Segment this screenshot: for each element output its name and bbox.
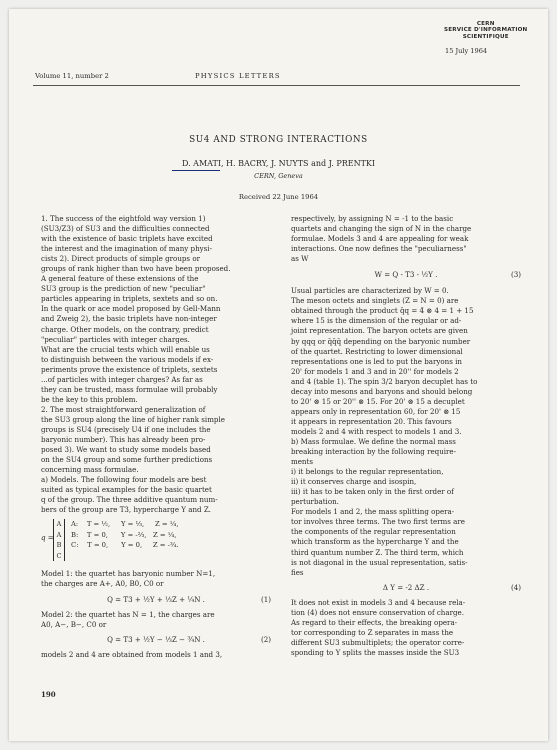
author-list: D. AMATI, H. BACRY, J. NUYTS and J. PRENTKI [181, 159, 376, 168]
text-line: as W [291, 254, 309, 264]
volume-label: Volume 11, number 2 [35, 72, 109, 80]
text-line: What are the crucial tests which will enable us [41, 344, 210, 354]
text-line: where 15 is the dimension of the regular or ad- [291, 316, 462, 326]
matrix-entry: A [56, 530, 62, 539]
text-line: a) Models. The following four models are best [41, 475, 207, 485]
header-rule [33, 85, 520, 86]
text-line: suited as typical examples for the basic quartet [41, 485, 212, 495]
text-line: In the quark or ace model proposed by Gell-Mann [41, 304, 221, 314]
text-line: periments prove the existence of triplets, sextets [41, 364, 218, 374]
text-line: "peculiar" particles with integer charges. [41, 334, 190, 344]
text-line: tion (4) does not ensure conservation of charge. [291, 607, 464, 617]
text-line: groups of rank higher than two have been proposed. [41, 264, 231, 274]
text-line: 2. The most straightforward generalization of [41, 404, 206, 414]
matrix-bracket [53, 519, 65, 561]
text-line: interactions. One now defines the "peculiarness" [291, 244, 467, 254]
text-line: representations one is led to put the baryons in [291, 356, 462, 366]
equation-4 [291, 583, 521, 593]
text-line: fies [291, 567, 304, 577]
text-line: groups is SU4 (precisely U4 if one includes the [41, 424, 211, 434]
paper-title: SU4 AND STRONG INTERACTIONS [189, 135, 368, 145]
text-line: and 4 (table 1). The spin 3/2 baryon decuplet has to [291, 376, 478, 386]
text-line: b) Mass formulae. We define the normal mass [291, 436, 456, 446]
text-line: breaking interaction by the following require- [291, 447, 457, 457]
text-line: q of the group. The three additive quantum num- [41, 495, 218, 505]
matrix-entry: B [56, 541, 62, 550]
text-line: 20' for models 1 and 3 and in 20'' for models 2 [291, 366, 459, 376]
text-line: 1. The success of the eightfold way version 1) [41, 214, 206, 223]
text-line: (SU3/Z3) of SU3 and the difficulties connected [41, 224, 210, 234]
text-line: perturbation. [291, 497, 339, 507]
right-column [291, 214, 521, 658]
text-line: SU3 group is the prediction of new "peculiar" [41, 284, 206, 294]
text-line: on the SU4 group and some further predictions [41, 455, 213, 465]
left-column [41, 214, 271, 660]
text-line: i) it belongs to the regular representation, [291, 467, 444, 477]
text-line: Usual particles are characterized by W = 0. [291, 286, 449, 296]
text-line: bers of the group are T3, hypercharge Y and Z. [41, 505, 211, 515]
text-line: The meson octets and singlets (Z = N = 0) are [291, 296, 459, 306]
quartet-matrix [41, 519, 271, 563]
text-line: they can be trusted, mass formulae will probably [41, 384, 218, 394]
equation-number: (4) [510, 582, 521, 592]
text-line: appears only in representation 60, for 20' ⊗ 15 [291, 406, 461, 416]
text-line: A general feature of these extensions of the [41, 274, 199, 284]
text-line: As regard to their effects, the breaking opera- [291, 617, 458, 627]
equation-1 [41, 595, 271, 605]
text-line: tor corresponding to Z separates in mass the [291, 627, 454, 637]
text-line: iii) it has to be taken only in the first order of [291, 487, 454, 497]
text-line: to 20' ⊗ 15 or 20'' ⊗ 15. For 20' ⊗ 15 a decuplet [291, 396, 465, 406]
text-line: the components of the regular representation [291, 527, 456, 537]
page-number: 190 [41, 690, 56, 699]
text-line: the interest and the imagination of many physi- [41, 244, 212, 254]
matrix-row: B: T = 0, Y = -⅔, Z = ¼, [71, 530, 177, 539]
text-line: it appears in representation 20. This favours [291, 416, 452, 426]
equation-number: (3) [510, 270, 521, 280]
equation-text: W = Q - T3 - ½Y . [374, 270, 438, 280]
text-line: Model 2: the quartet has N = 1, the charges are [41, 609, 215, 619]
paper-page [9, 9, 548, 741]
text-line: sponding to Y splits the masses inside the SU3 [291, 647, 460, 657]
equation-text: Δ Y = -2 ΔZ . [382, 582, 430, 592]
text-line: Model 1: the quartet has baryonic number N=1, [41, 569, 216, 579]
text-line: the SU3 group along the line of higher rank simple [41, 414, 225, 424]
equation-number: (2) [260, 634, 271, 644]
equation-number: (1) [260, 594, 271, 604]
text-line: models 2 and 4 with respect to models 1 and 3. [291, 426, 462, 436]
text-line: A0, A−, B−, C0 or [41, 619, 107, 629]
author-underline [172, 170, 220, 171]
text-line: obtained through the product q̄q = 4̄ ⊗ 4 = 1 + 15 [291, 306, 474, 316]
text-line: third quantum number Z. The third term, which [291, 547, 464, 557]
text-line: formulae. Models 3 and 4 are appealing for weak [291, 234, 469, 244]
text-line: models 2 and 4 are obtained from models 1 and 3, [41, 649, 223, 659]
equation-text: Q = T3 + ½Y + ⅓Z + ¼N . [107, 594, 205, 604]
text-line: posed 3). We want to study some models based [41, 445, 211, 455]
matrix-rows [71, 519, 179, 551]
text-line: It does not exist in models 3 and 4 because rela- [291, 597, 466, 607]
text-line: concerning mass formulae. [41, 465, 139, 475]
text-line: which transform as the hypercharge Y and the [291, 537, 459, 547]
text-line: of the quartet. Restricting to lower dimensional [291, 346, 463, 356]
matrix-row: C: T = 0, Y = 0, Z = -¾. [71, 541, 179, 550]
text-line: tor involves three terms. The two first terms are [291, 517, 465, 527]
text-line: particles appearing in triplets, sextets and so on. [41, 294, 218, 304]
text-line: the charges are A+, A0, B0, C0 or [41, 579, 164, 589]
matrix-row: A: T = ½, Y = ⅓, Z = ¼, [71, 520, 179, 529]
text-line: joint representation. The baryon octets are given [291, 326, 468, 336]
stamp-line-2: SERVICE D'INFORMATION [444, 27, 528, 34]
matrix-entry: C [56, 551, 62, 560]
matrix-entry: A [56, 520, 62, 529]
text-line: and Zweig 2), the basic triplets have non-integer [41, 314, 217, 324]
stamp-line-3: SCIENTIFIQUE [462, 33, 509, 40]
cern-stamp [444, 21, 527, 40]
text-line: by qqq or q̄q̄q̄ depending on the baryonic number [291, 336, 471, 346]
text-line: to distinguish between the various models if ex- [41, 354, 214, 364]
text-line: For models 1 and 2, the mass splitting opera- [291, 507, 455, 517]
equation-text: Q = T3 + ½Y − ⅓Z − ¾N . [107, 634, 205, 644]
text-line: is not diagonal in the usual representation, satis- [291, 557, 468, 567]
equation-3 [291, 270, 521, 280]
text-line: ...of particles with integer charges? As far as [41, 374, 203, 384]
text-line: charge. Other models, on the contrary, predict [41, 324, 209, 334]
affiliation: CERN, Geneva [254, 172, 303, 180]
journal-name: PHYSICS LETTERS [195, 72, 281, 80]
text-line: quartets and changing the sign of N in the charge [291, 224, 472, 234]
text-line: be the key to this problem. [41, 394, 138, 404]
equation-2 [41, 635, 271, 645]
text-line: cists 2). Direct products of simple groups or [41, 254, 200, 264]
received-date: Received 22 June 1964 [238, 193, 319, 201]
text-line: ments [291, 457, 313, 467]
text-line: respectively, by assigning N = -1 to the basic [291, 214, 454, 223]
stamp-date: 15 July 1964 [445, 47, 488, 55]
text-line: with the existence of basic triplets have excited [41, 234, 213, 244]
text-line: different SU3 submultiplets; the operator corre- [291, 637, 465, 647]
stamp-line-1: CERN [476, 21, 495, 27]
text-line: ii) it conserves charge and isospin, [291, 477, 417, 487]
matrix-q-label: q = [41, 533, 54, 543]
text-line: baryonic number). This has already been pro- [41, 435, 206, 445]
text-line: decay into mesons and baryons and should belong [291, 386, 473, 396]
